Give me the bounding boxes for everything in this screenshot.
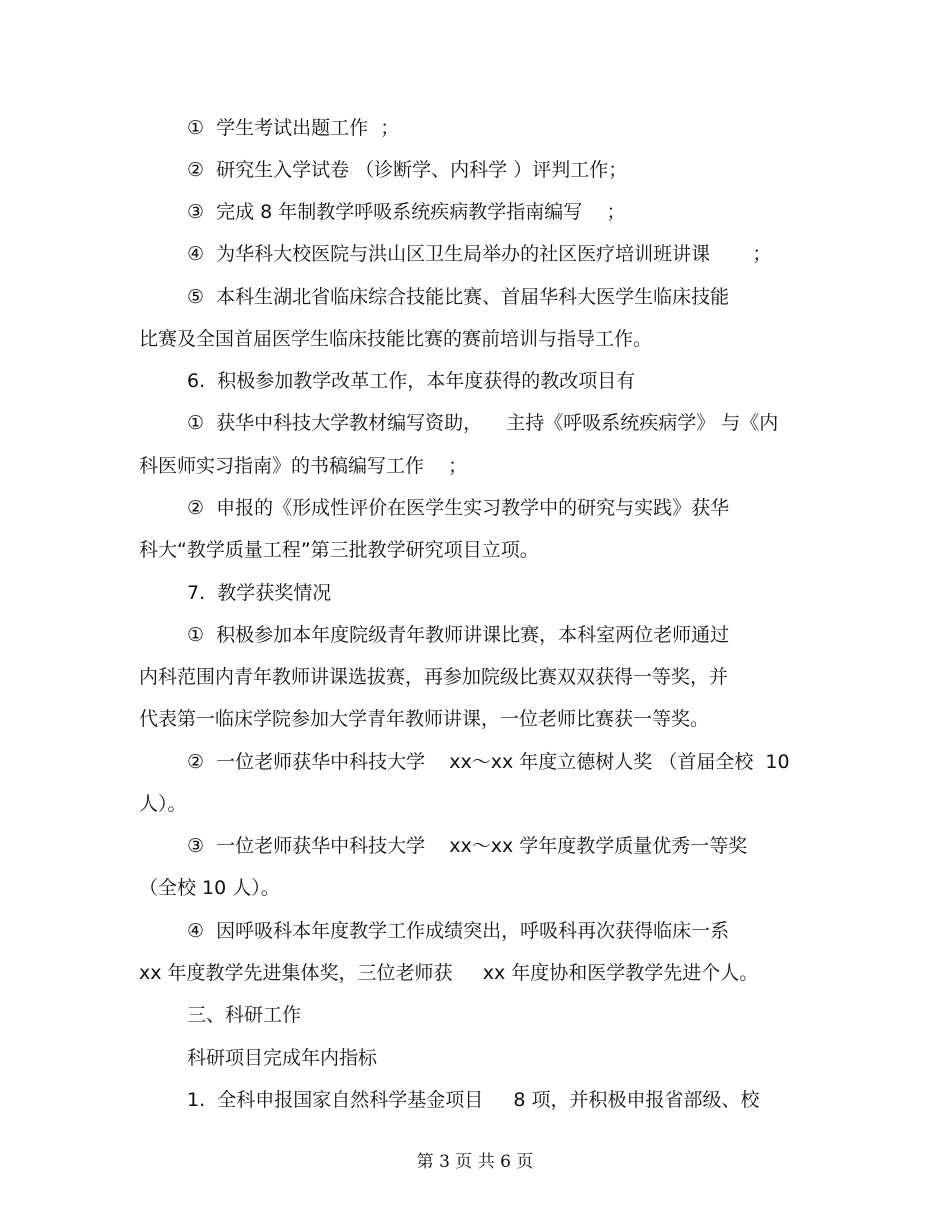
text-line: 科大“教学质量工程”第三批教学研究项目立项。: [139, 539, 539, 561]
text-line: ② 研究生入学试卷 （诊断学、内科学 ）评判工作；: [187, 159, 628, 181]
text-line: ④ 为华科大校医院与洪山区卫生局举办的社区医疗培训班讲课 ；: [187, 243, 772, 265]
text-line: ② 一位老师获华中科技大学 xx～xx 年度立德树人奖 （首届全校 10: [187, 751, 790, 773]
text-line: ③ 完成 8 年制教学呼吸系统疾病教学指南编写 ；: [187, 201, 626, 223]
page-number-footer: 第 3 页 共 6 页: [416, 1152, 534, 1172]
text-line: ② 申报的《形成性评价在医学生实习教学中的研究与实践》获华: [187, 497, 730, 519]
text-line: 内科范围内青年教师讲课选拔赛，再参加院级比赛双双获得一等奖，并: [139, 666, 729, 688]
subheading: 科研项目完成年内指标: [187, 1047, 378, 1069]
text-line: ① 积极参加本年度院级青年教师讲课比赛，本科室两位老师通过: [187, 624, 730, 646]
text-line: xx 年度教学先进集体奖，三位老师获 xx 年度协和医学教学先进个人。: [139, 962, 759, 984]
text-line: 比赛及全国首届医学生临床技能比赛的赛前培训与指导工作。: [139, 328, 653, 350]
text-line: ③ 一位老师获华中科技大学 xx～xx 学年度教学质量优秀一等奖: [187, 835, 748, 857]
section-heading: 6. 积极参加教学改革工作，本年度获得的教改项目有: [187, 370, 636, 392]
section-heading: 三、科研工作: [187, 1004, 302, 1026]
text-line: 1. 全科申报国家自然科学基金项目 8 项，并积极申报省部级、校: [187, 1089, 760, 1111]
text-line: ④ 因呼吸科本年度教学工作成绩突出，呼吸科再次获得临床一系: [187, 920, 730, 942]
text-line: ⑤ 本科生湖北省临床综合技能比赛、首届华科大医学生临床技能: [187, 286, 730, 308]
section-heading: 7. 教学获奖情况: [187, 582, 332, 604]
text-line: ① 学生考试出题工作 ；: [187, 117, 400, 139]
text-line: 人）。: [139, 793, 187, 815]
text-line: 代表第一临床学院参加大学青年教师讲课，一位老师比赛获一等奖。: [139, 708, 710, 730]
text-line: 科医师实习指南》的书稿编写工作 ；: [139, 455, 468, 477]
text-line: （全校 10 人）。: [139, 877, 280, 899]
text-line: ① 获华中科技大学教材编写资助， 主持《呼吸系统疾病学》 与《内: [187, 412, 779, 434]
